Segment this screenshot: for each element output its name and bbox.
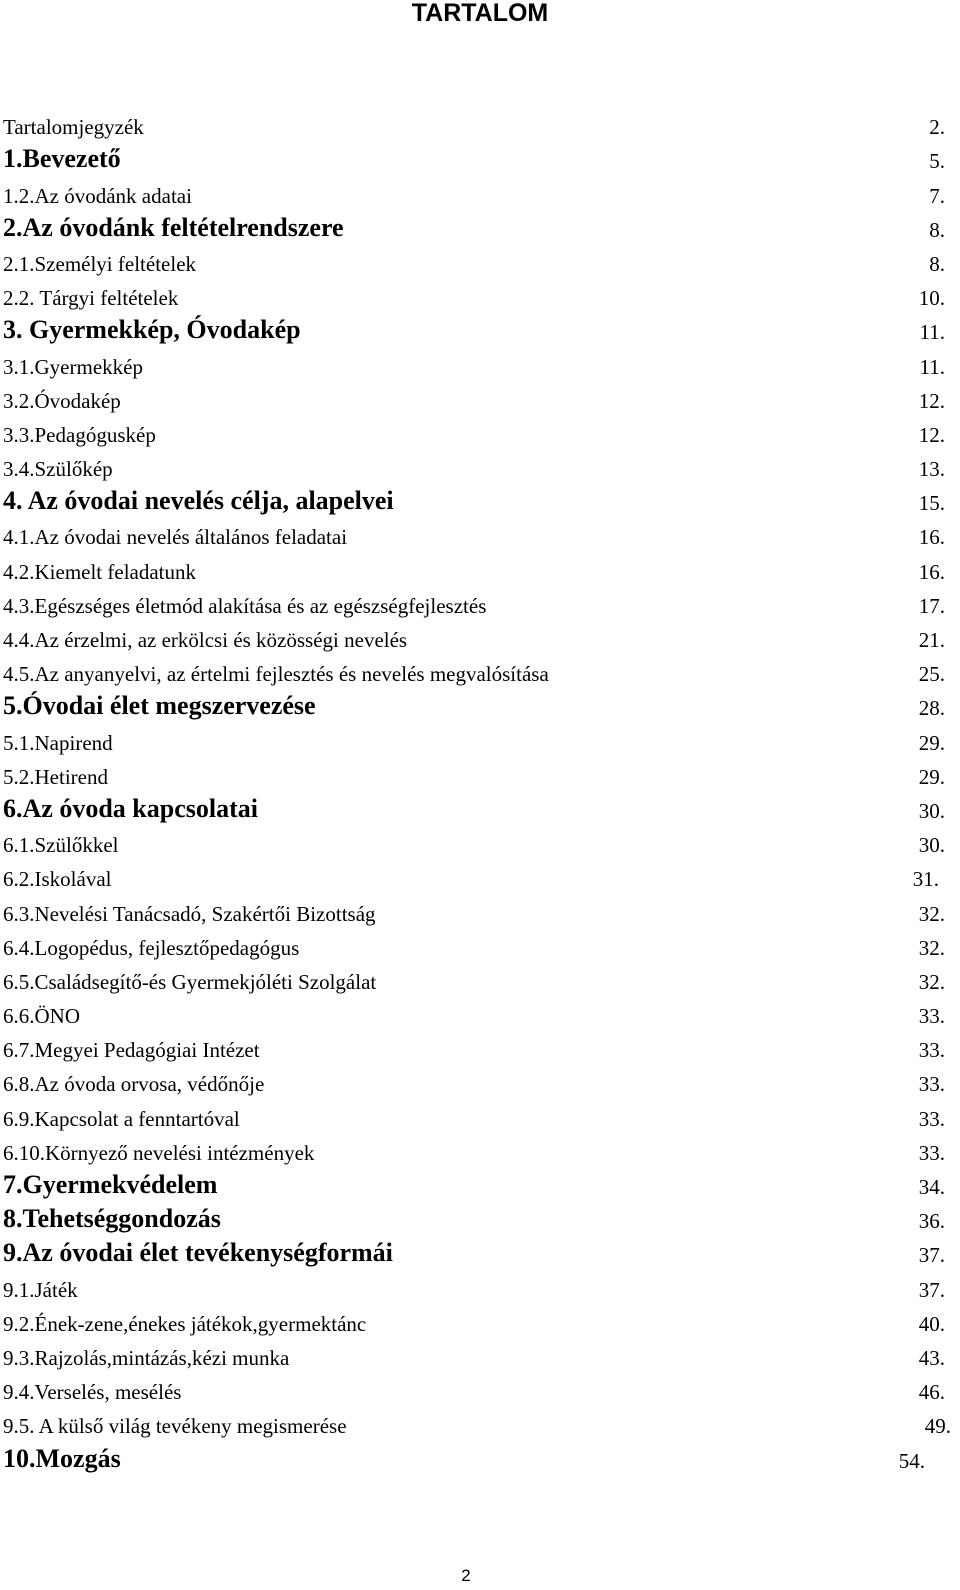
toc-entry-page: 43. bbox=[918, 1345, 945, 1370]
toc-entry[interactable] bbox=[3, 1309, 945, 1343]
toc-entry-page: 25. bbox=[918, 662, 945, 687]
toc-entry[interactable] bbox=[3, 933, 945, 967]
toc-entry-page: 30. bbox=[918, 833, 945, 858]
table-of-contents bbox=[3, 112, 951, 1480]
toc-entry[interactable] bbox=[3, 283, 945, 317]
toc-entry-page: 29. bbox=[918, 764, 945, 789]
toc-entry[interactable] bbox=[3, 1035, 945, 1069]
toc-entry[interactable] bbox=[3, 1069, 945, 1103]
toc-entry[interactable] bbox=[3, 693, 945, 727]
toc-entry-page: 49. bbox=[924, 1414, 951, 1439]
toc-entry[interactable] bbox=[3, 1206, 945, 1240]
toc-entry-page: 31. bbox=[912, 867, 939, 892]
toc-entry[interactable] bbox=[3, 1103, 945, 1137]
toc-entry-label: 9.1.Játék bbox=[3, 1277, 78, 1302]
toc-entry-label: 1.2.Az óvodánk adatai bbox=[3, 183, 192, 208]
toc-entry-label: 4.2.Kiemelt feladatunk bbox=[3, 559, 197, 584]
toc-entry[interactable] bbox=[3, 1138, 945, 1172]
toc-entry-label: 3. Gyermekkép, Óvodakép bbox=[3, 315, 301, 345]
toc-entry[interactable] bbox=[3, 522, 945, 556]
toc-entry-label: 2.1.Személyi feltételek bbox=[3, 251, 197, 276]
toc-entry-page: 32. bbox=[918, 901, 945, 926]
toc-entry-label: 5.1.Napirend bbox=[3, 730, 113, 755]
toc-entry-label: 2.Az óvodánk feltételrendszere bbox=[3, 212, 344, 242]
toc-entry[interactable] bbox=[3, 864, 945, 898]
toc-entry[interactable] bbox=[3, 420, 945, 454]
toc-entry[interactable] bbox=[3, 249, 945, 283]
toc-entry-label: 3.4.Szülőkép bbox=[3, 457, 113, 482]
page-title: TARTALOM bbox=[411, 0, 549, 27]
toc-entry[interactable] bbox=[3, 727, 945, 761]
toc-entry-page: 29. bbox=[918, 730, 945, 755]
toc-entry[interactable] bbox=[3, 180, 945, 214]
toc-entry-page: 33. bbox=[918, 1072, 945, 1097]
toc-entry-page: 12. bbox=[918, 388, 945, 413]
toc-entry-page: 8. bbox=[929, 251, 945, 276]
toc-entry-label: 3.1.Gyermekkép bbox=[3, 354, 143, 379]
toc-entry-label: 6.1.Szülőkkel bbox=[3, 833, 119, 858]
toc-entry[interactable] bbox=[3, 1445, 945, 1479]
toc-entry-label: 6.9.Kapcsolat a fenntartóval bbox=[3, 1106, 240, 1131]
toc-entry-label: 5.2.Hetirend bbox=[3, 764, 108, 789]
toc-entry-page: 36. bbox=[918, 1209, 945, 1234]
toc-entry-page: 37. bbox=[918, 1243, 945, 1268]
toc-entry-label: 6.4.Logopédus, fejlesztőpedagógus bbox=[3, 935, 300, 960]
toc-entry-label: 4.3.Egészséges életmód alakítása és az egészségfejlesztés bbox=[3, 593, 487, 618]
toc-entry[interactable] bbox=[3, 1343, 945, 1377]
toc-entry[interactable] bbox=[3, 212, 945, 249]
toc-entry-label: Tartalomjegyzék bbox=[3, 115, 144, 140]
toc-entry-page: 12. bbox=[918, 422, 945, 447]
toc-entry-label: 9.2.Ének-zene,énekes játékok,gyermektánc bbox=[3, 1311, 367, 1336]
toc-entry-label: 6.7.Megyei Pedagógiai Intézet bbox=[3, 1038, 260, 1063]
toc-entry-page: 21. bbox=[918, 628, 945, 652]
toc-entry-label: 7.Gyermekvédelem bbox=[3, 1170, 218, 1199]
toc-entry-page: 30. bbox=[918, 798, 945, 823]
toc-entry[interactable] bbox=[3, 762, 945, 796]
toc-entry-page: 13. bbox=[918, 457, 945, 482]
toc-entry-label: 6.5.Családsegítő-és Gyermekjóléti Szolgálat bbox=[3, 969, 377, 994]
toc-entry[interactable] bbox=[3, 317, 945, 351]
toc-entry-page: 40. bbox=[918, 1311, 945, 1336]
toc-entry-label: 4.1.Az óvodai nevelés általános feladatai bbox=[3, 525, 348, 550]
toc-entry-page: 28. bbox=[918, 696, 945, 721]
toc-entry-label: 2.2. Tárgyi feltételek bbox=[3, 286, 179, 311]
toc-entry[interactable] bbox=[3, 488, 945, 522]
toc-entry-page: 5. bbox=[929, 149, 945, 174]
toc-entry-page: 33. bbox=[918, 1106, 945, 1131]
toc-entry-page: 2. bbox=[929, 115, 945, 140]
toc-entry-label: 6.10.Környező nevelési intézmények bbox=[3, 1140, 315, 1165]
toc-entry[interactable] bbox=[3, 386, 945, 420]
toc-entry-label: 9.4.Verselés, mesélés bbox=[3, 1380, 182, 1405]
toc-entry-page: 17. bbox=[918, 593, 945, 618]
toc-entry-label: 6.8.Az óvoda orvosa, védőnője bbox=[3, 1072, 265, 1097]
toc-entry[interactable] bbox=[3, 830, 945, 864]
toc-entry-label: 5.Óvodai élet megszervezése bbox=[3, 691, 316, 721]
toc-entry-label: 9.Az óvodai élet tevékenységformái bbox=[3, 1238, 393, 1268]
toc-entry[interactable] bbox=[3, 1172, 945, 1206]
toc-entry-label: 1.Bevezető bbox=[3, 144, 121, 174]
toc-entry[interactable] bbox=[3, 1411, 951, 1445]
toc-entry-label: 10.Mozgás bbox=[3, 1443, 121, 1473]
toc-entry-label: 6.Az óvoda kapcsolatai bbox=[3, 793, 258, 823]
toc-entry[interactable] bbox=[3, 659, 945, 693]
toc-entry[interactable] bbox=[3, 454, 945, 488]
toc-entry[interactable] bbox=[3, 898, 945, 932]
toc-entry-page: 11. bbox=[919, 354, 945, 379]
toc-entry-page: 8. bbox=[929, 217, 945, 242]
toc-entry-page: 32. bbox=[918, 935, 945, 960]
toc-entry-page: 33. bbox=[918, 1004, 945, 1029]
toc-entry[interactable] bbox=[3, 1240, 945, 1274]
toc-entry-page: 16. bbox=[918, 559, 945, 584]
toc-entry-label: 6.3.Nevelési Tanácsadó, Szakértői Bizottság bbox=[3, 901, 376, 926]
toc-entry-page: 54. bbox=[898, 1448, 925, 1473]
toc-entry[interactable] bbox=[3, 146, 945, 180]
toc-entry-label: 4.4.Az érzelmi, az erkölcsi és közösségi nevelés bbox=[3, 628, 408, 652]
toc-entry-page: 7. bbox=[929, 183, 945, 208]
toc-entry-page: 32. bbox=[918, 969, 945, 994]
toc-entry-page: 46. bbox=[918, 1380, 945, 1405]
toc-entry[interactable] bbox=[3, 793, 945, 830]
toc-entry-label: 8.Tehetséggondozás bbox=[3, 1204, 221, 1234]
toc-entry[interactable] bbox=[3, 625, 945, 659]
toc-entry-page: 10. bbox=[918, 286, 945, 311]
toc-entry-page: 33. bbox=[918, 1140, 945, 1165]
toc-entry-label: 3.2.Óvodakép bbox=[3, 388, 121, 413]
toc-entry-label: 9.5. A külső világ tevékeny megismerése bbox=[3, 1414, 347, 1439]
toc-entry[interactable] bbox=[3, 967, 945, 1001]
toc-entry[interactable] bbox=[3, 556, 945, 590]
toc-entry-label: 9.3.Rajzolás,mintázás,kézi munka bbox=[3, 1345, 290, 1370]
toc-entry[interactable] bbox=[3, 1274, 945, 1308]
toc-entry-page: 16. bbox=[918, 525, 945, 550]
toc-entry[interactable] bbox=[3, 1377, 945, 1411]
toc-entry[interactable] bbox=[3, 591, 945, 625]
page-number: 2 bbox=[461, 1566, 471, 1585]
toc-entry-page: 37. bbox=[918, 1277, 945, 1302]
toc-entry-label: 3.3.Pedagóguskép bbox=[3, 422, 156, 447]
toc-entry-page: 34. bbox=[918, 1175, 945, 1199]
toc-entry-label: 4. Az óvodai nevelés célja, alapelvei bbox=[3, 486, 394, 516]
toc-entry[interactable] bbox=[3, 112, 945, 146]
toc-entry-page: 33. bbox=[918, 1038, 945, 1063]
toc-entry-label: 6.6.ÖNO bbox=[3, 1004, 80, 1029]
toc-entry[interactable] bbox=[3, 1001, 945, 1035]
toc-entry-label: 4.5.Az anyanyelvi, az értelmi fejlesztés és nevelés megvalósítása bbox=[3, 662, 549, 687]
toc-entry[interactable] bbox=[3, 351, 945, 385]
toc-entry-page: 15. bbox=[918, 491, 945, 516]
toc-entry-label: 6.2.Iskolával bbox=[3, 867, 112, 892]
toc-entry-page: 11. bbox=[919, 320, 945, 345]
